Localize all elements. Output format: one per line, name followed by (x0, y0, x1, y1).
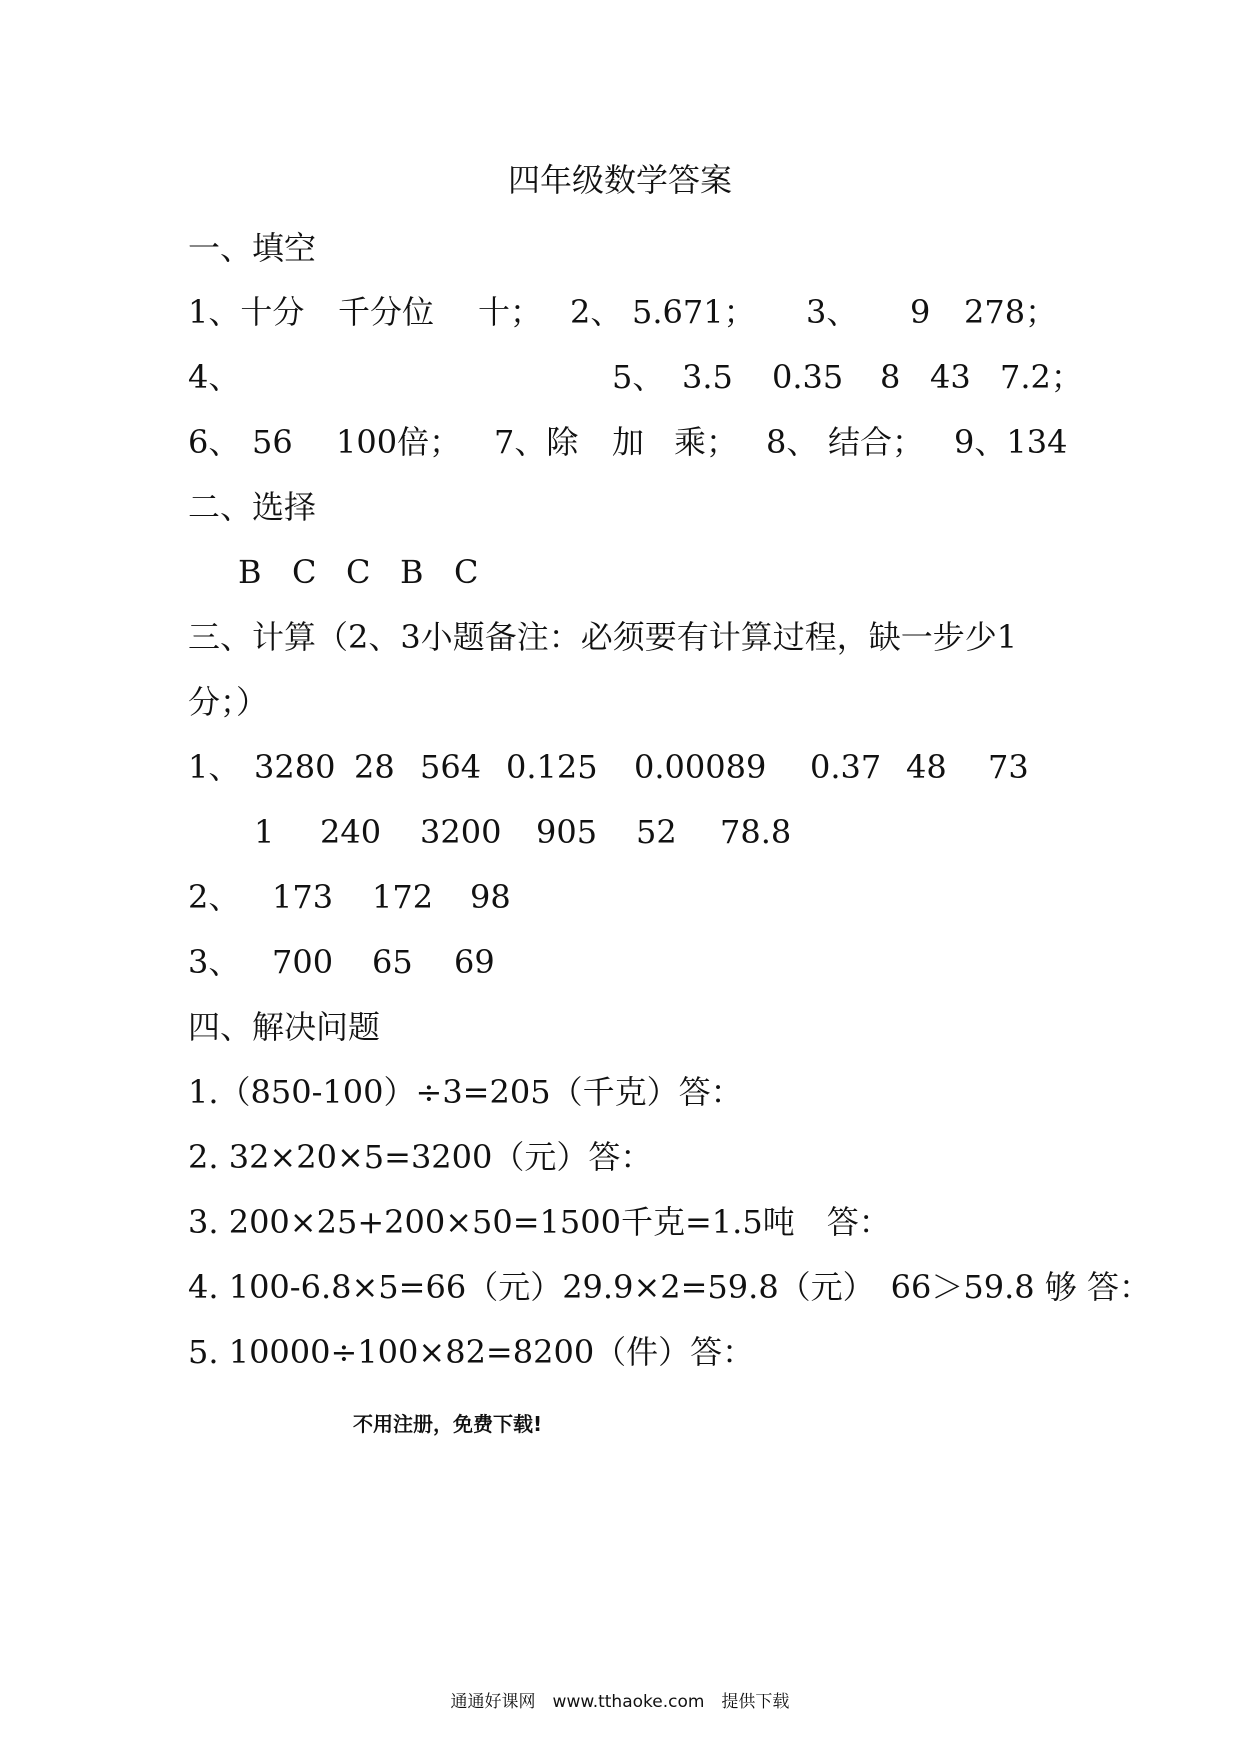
answer-item: 0.35 (772, 358, 844, 396)
solve-item-1: 1.（850-100）÷3=205（千克）答： (188, 1073, 743, 1111)
answer-item: 0.37 (810, 748, 882, 786)
answer-item: 65 (372, 943, 413, 981)
answer-item: 4、 (188, 358, 241, 396)
answer-item: 9 (910, 293, 931, 331)
answer-item: 28 (354, 748, 395, 786)
answer-item: 3.5 (682, 358, 733, 396)
answer-item: 48 (906, 748, 947, 786)
section-calc-heading-cont: 分；） (188, 683, 269, 721)
answer-item: 3200 (420, 813, 502, 851)
answer-item: 700 (272, 943, 334, 981)
answer-item: 3、 (188, 943, 241, 981)
answer-item: 172 (372, 878, 434, 916)
answer-item: 78.8 (720, 813, 792, 851)
answer-item: 8、 (766, 423, 819, 461)
answer-item: 0.00089 (634, 748, 767, 786)
answer-item: 1、 (188, 748, 241, 786)
choice-answer: C (292, 553, 317, 591)
answer-item: 100倍； (336, 423, 462, 461)
choice-answer: C (454, 553, 479, 591)
section-fill-heading: 一、填空 (188, 229, 317, 267)
answer-item: 9、134 (954, 423, 1068, 461)
solve-item-3: 3. 200×25+200×50=1500千克=1.5吨 答： (188, 1203, 891, 1241)
answer-item: 8 (880, 358, 901, 396)
answer-item: 7.2； (1000, 358, 1083, 396)
section-calc-heading: 三、计算（2、3小题备注：必须要有计算过程，缺一步少1 (188, 618, 1018, 656)
answer-item: 0.125 (506, 748, 598, 786)
answer-item: 千分位 (338, 293, 435, 331)
answer-item: 十； (478, 293, 543, 331)
answer-item: 5、 (612, 358, 665, 396)
section-solve-heading: 四、解决问题 (188, 1008, 381, 1046)
download-note: 不用注册，免费下载! (353, 1412, 543, 1436)
solve-item-4: 4. 100-6.8×5=66（元）29.9×2=59.8（元） 66＞59.8 够 答： (188, 1268, 1151, 1306)
answer-item: 2、 (188, 878, 241, 916)
choice-answer: C (346, 553, 371, 591)
answer-item: 73 (988, 748, 1029, 786)
page-title: 四年级数学答案 (507, 161, 732, 199)
answer-item: 1、十分 (188, 293, 305, 331)
answer-item: 6、 (188, 423, 241, 461)
answer-item: 1 (254, 813, 275, 851)
answer-item: 278； (964, 293, 1058, 331)
answer-item: 564 (420, 748, 482, 786)
answer-item: 905 (536, 813, 598, 851)
answer-item: 3、 (806, 293, 859, 331)
answer-item: 2、 (570, 293, 623, 331)
answer-item: 173 (272, 878, 334, 916)
answer-item: 56 (252, 423, 293, 461)
section-choice-heading: 二、选择 (188, 488, 317, 526)
choice-answer: B (400, 553, 424, 591)
answer-item: 69 (454, 943, 495, 981)
answer-item: 240 (320, 813, 382, 851)
answer-item: 结合； (828, 423, 925, 461)
answer-item: 5.671； (632, 293, 756, 331)
solve-item-2: 2. 32×20×5=3200（元）答： (188, 1138, 653, 1176)
answer-item: 乘； (674, 423, 739, 461)
choice-answer: B (238, 553, 262, 591)
answer-item: 加 (612, 423, 645, 461)
answer-item: 43 (930, 358, 971, 396)
answer-item: 52 (636, 813, 677, 851)
solve-item-5: 5. 10000÷100×82=8200（件）答： (188, 1333, 755, 1371)
page-footer: 通通好课网 www.tthaoke.com 提供下载 (450, 1692, 790, 1712)
answer-item: 98 (470, 878, 511, 916)
answer-item: 3280 (254, 748, 336, 786)
answer-item: 7、除 (494, 423, 579, 461)
